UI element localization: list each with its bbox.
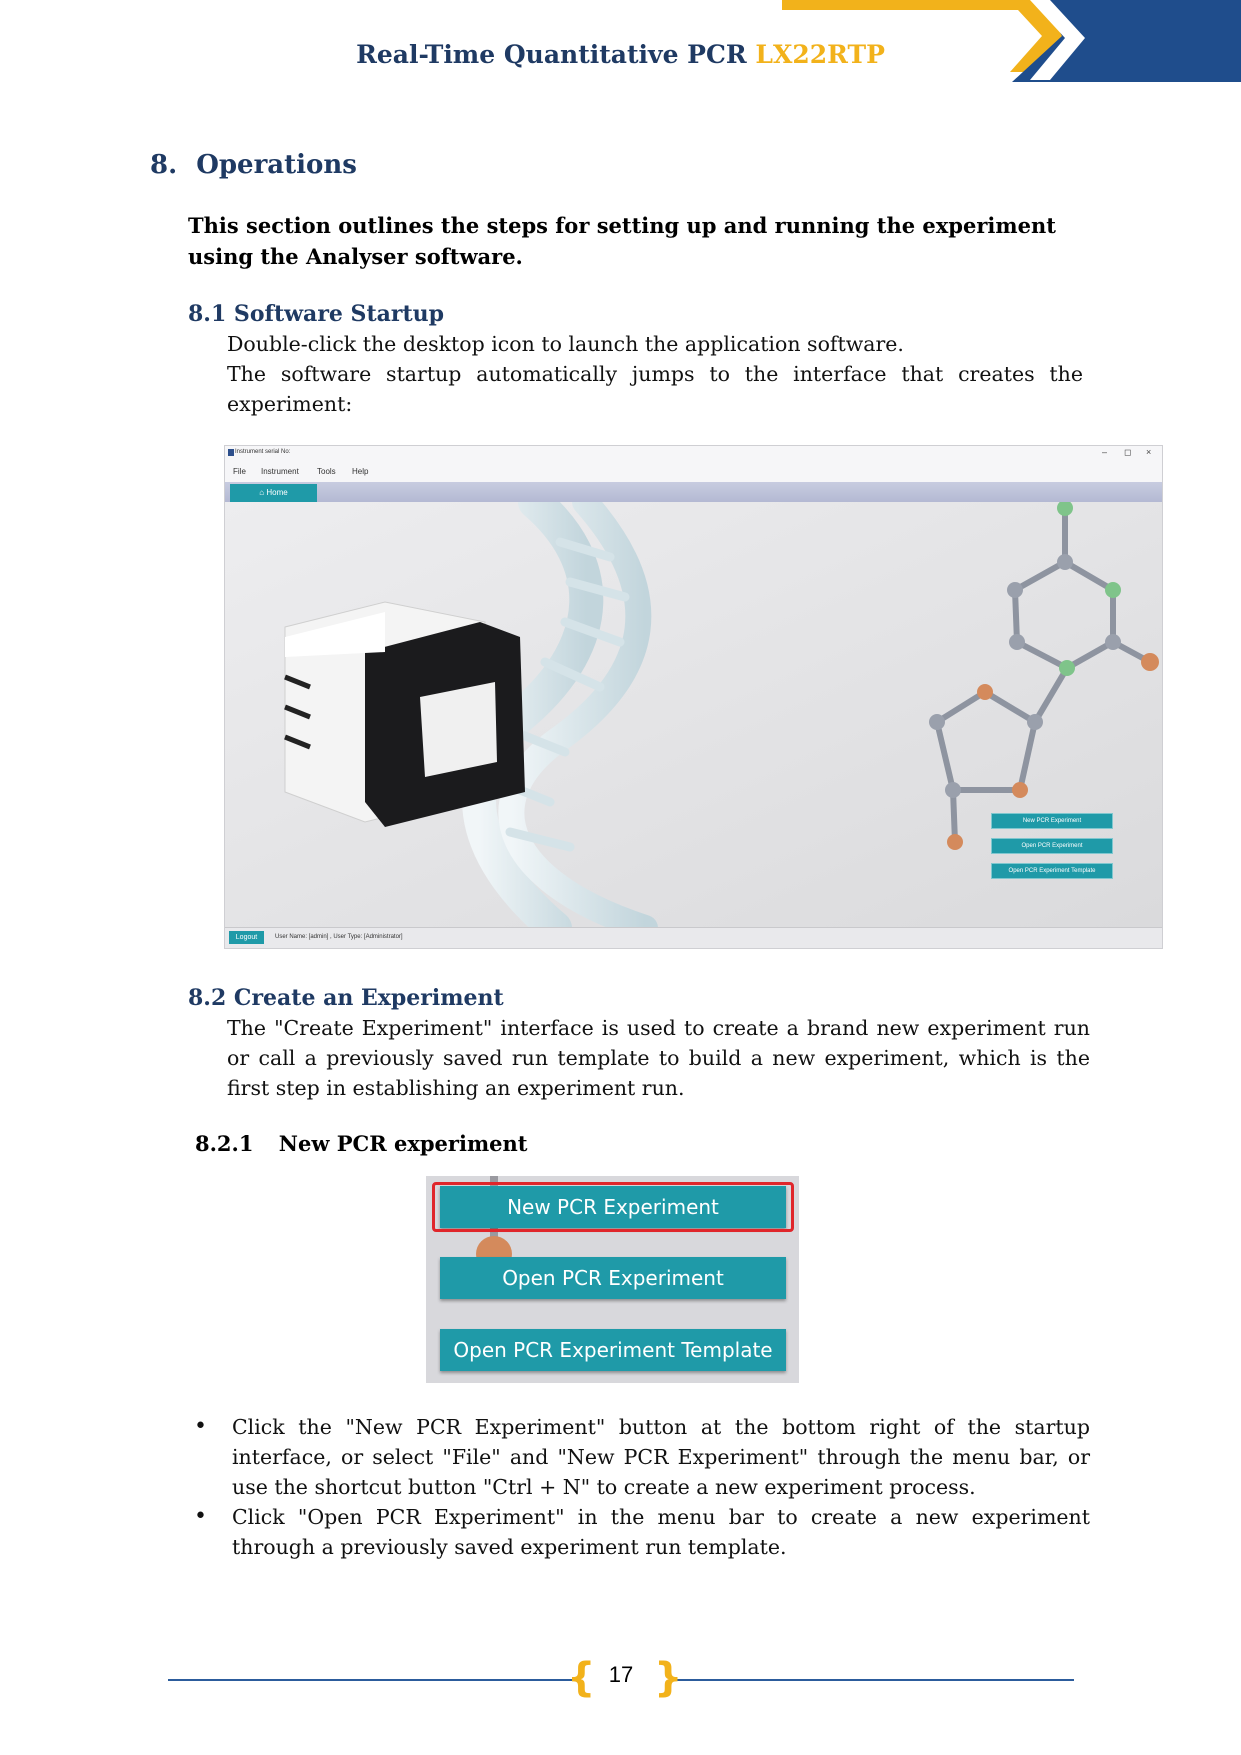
bullet-icon: • — [194, 1414, 207, 1439]
footer-bracket-left: { — [567, 1655, 596, 1701]
page-number: 17 — [608, 1662, 634, 1687]
startup-screenshot — [224, 445, 1163, 949]
app-window-title: Instrument serial No: — [235, 449, 291, 455]
open-pcr-experiment-button-zoomed[interactable]: Open PCR Experiment — [440, 1257, 786, 1299]
open-pcr-template-button-zoomed[interactable]: Open PCR Experiment Template — [440, 1329, 786, 1371]
subsection-8-2-1-title: New PCR experiment — [278, 1131, 528, 1156]
subsection-8-1-line2: The software startup automatically jumps to the interface that creates the experiment: — [227, 362, 1083, 416]
menu-help[interactable]: Help — [352, 467, 369, 476]
new-pcr-experiment-button[interactable]: New PCR Experiment — [991, 813, 1113, 829]
pcr-instrument-image — [285, 602, 525, 827]
menu-instrument[interactable]: Instrument — [261, 467, 299, 476]
footer-line-right — [670, 1679, 1074, 1681]
app-icon — [228, 449, 234, 456]
section-intro: This section outlines the steps for setting up and running the experiment using the Analyser software. — [188, 213, 1056, 269]
list-item-text: Click "Open PCR Experiment" in the menu bar to create a new experiment through a previously saved experiment run template. — [232, 1505, 1090, 1559]
open-pcr-experiment-button[interactable]: Open PCR Experiment — [991, 838, 1113, 854]
menu-file[interactable]: File — [233, 467, 246, 476]
bullet-icon: • — [194, 1504, 207, 1529]
list-item-text: Click the "New PCR Experiment" button at the bottom right of the startup interface, or select "File" and "New PCR Experiment" through the menu bar, or use the shortcut button "Ctrl + N" to create a new experiment process. — [232, 1415, 1090, 1499]
footer-bracket-right: } — [654, 1655, 683, 1701]
subsection-8-2-heading: 8.2 Create an Experiment — [188, 985, 504, 1011]
section-number: 8. — [150, 150, 178, 180]
subsection-8-2-1-heading — [195, 1131, 528, 1156]
menu-tools[interactable]: Tools — [317, 467, 336, 476]
app-statusbar — [225, 927, 1162, 948]
minimize-icon[interactable]: – — [1102, 447, 1108, 457]
maximize-icon[interactable]: ◻ — [1124, 447, 1132, 457]
subsection-8-1-line1: Double-click the desktop icon to launch the application software. — [227, 332, 904, 356]
tab-home[interactable]: ⌂ Home — [230, 484, 317, 502]
subsection-8-2-1-number: 8.2.1 — [195, 1131, 254, 1156]
new-pcr-experiment-button-zoomed[interactable]: New PCR Experiment — [440, 1186, 786, 1228]
app-titlebar — [225, 446, 1162, 460]
close-icon[interactable]: × — [1146, 447, 1152, 457]
subsection-8-2-body: The "Create Experiment" interface is used to create a brand new experiment run or call a previously saved run template to build a new experiment, which is the first step in establishing an experiment run. — [227, 1016, 1090, 1100]
subsection-8-1-heading: 8.1 Software Startup — [188, 301, 444, 327]
buttons-closeup-screenshot — [426, 1176, 799, 1383]
instruction-list — [190, 1412, 1090, 1562]
title-main: Real-Time Quantitative PCR — [356, 40, 747, 69]
footer-line-left — [168, 1679, 572, 1681]
document-title — [0, 40, 1241, 69]
title-model: LX22RTP — [755, 40, 885, 69]
user-info: User Name: [admin] , User Type: [Administrator] — [275, 934, 403, 940]
open-pcr-template-button[interactable]: Open PCR Experiment Template — [991, 863, 1113, 879]
logout-button[interactable]: Logout — [229, 931, 264, 944]
highlight-box — [432, 1182, 794, 1232]
app-tabbar — [225, 482, 1162, 502]
section-title: Operations — [196, 150, 357, 180]
section-heading — [150, 150, 357, 180]
list-item — [190, 1502, 1090, 1562]
list-item — [190, 1412, 1090, 1502]
app-menubar — [225, 460, 1162, 482]
